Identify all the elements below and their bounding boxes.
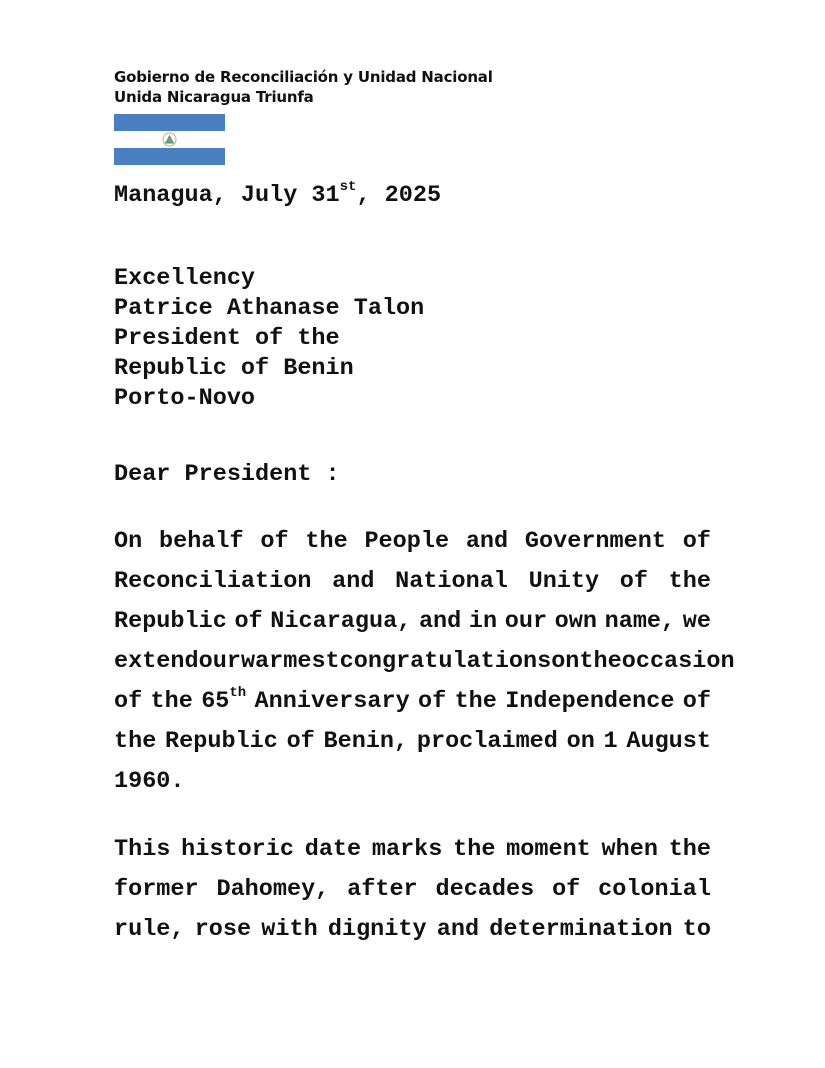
word: after bbox=[347, 876, 418, 903]
recipient-name: Patrice Athanase Talon bbox=[114, 295, 425, 322]
word: and bbox=[418, 608, 462, 635]
word: marks bbox=[371, 836, 443, 863]
word: our bbox=[198, 648, 241, 675]
word: date bbox=[304, 836, 362, 863]
word: the bbox=[668, 568, 711, 595]
paragraph-line bbox=[114, 522, 711, 562]
word: with bbox=[261, 916, 318, 943]
recipient-address bbox=[114, 264, 424, 414]
word: People bbox=[364, 528, 450, 555]
word: the bbox=[150, 688, 193, 715]
word: decades bbox=[435, 876, 535, 903]
word: 65th bbox=[201, 685, 247, 715]
recipient-city: Porto-Novo bbox=[114, 385, 256, 412]
flag-band-top bbox=[114, 114, 225, 131]
word: occasion bbox=[621, 648, 735, 675]
paragraph-line bbox=[114, 562, 711, 602]
recipient-country: Republic of Benin bbox=[114, 355, 354, 382]
word: This bbox=[114, 836, 171, 863]
word: 1960. bbox=[114, 768, 185, 795]
word: Anniversary bbox=[254, 688, 410, 715]
paragraph-line bbox=[114, 642, 735, 682]
word: and bbox=[465, 528, 509, 555]
word: in bbox=[468, 608, 498, 635]
word: the bbox=[453, 836, 496, 863]
word: dignity bbox=[327, 916, 427, 943]
word: On bbox=[114, 528, 143, 555]
word: on bbox=[566, 728, 595, 755]
word: of bbox=[682, 528, 711, 555]
word: and bbox=[332, 568, 375, 595]
paragraph-line bbox=[114, 602, 711, 642]
word: Republic bbox=[114, 608, 227, 635]
letterhead-motto: Unida Nicaragua Triunfa bbox=[114, 88, 314, 106]
word: the bbox=[305, 528, 348, 555]
word: the bbox=[114, 728, 157, 755]
word: Independence bbox=[505, 688, 675, 715]
word: moment bbox=[506, 836, 591, 863]
word: August bbox=[626, 728, 711, 755]
word: of bbox=[286, 728, 315, 755]
date-year: , 2025 bbox=[356, 182, 442, 209]
ordinal-superscript: th bbox=[229, 685, 247, 702]
word: own bbox=[554, 608, 597, 635]
word: extend bbox=[114, 648, 199, 675]
word: the bbox=[454, 688, 497, 715]
word: Government bbox=[524, 528, 666, 555]
coat-of-arms-icon bbox=[162, 132, 177, 147]
word: rose bbox=[194, 916, 252, 943]
word: Unity bbox=[528, 568, 600, 595]
word: determination bbox=[489, 916, 673, 943]
word: proclaimed bbox=[416, 728, 558, 755]
paragraph-line bbox=[114, 910, 711, 950]
word: Benin, bbox=[323, 728, 409, 755]
word: historic bbox=[181, 836, 294, 863]
paragraph-history bbox=[114, 830, 711, 950]
word: congratulations bbox=[339, 648, 552, 675]
paragraph-congratulations bbox=[114, 522, 735, 802]
word: and bbox=[436, 916, 480, 943]
paragraph-line bbox=[114, 830, 711, 870]
word: warmest bbox=[240, 648, 340, 675]
word: rule, bbox=[114, 916, 185, 943]
date-ordinal: st bbox=[339, 179, 357, 196]
word: of bbox=[619, 568, 648, 595]
word: former bbox=[114, 876, 199, 903]
word: on bbox=[551, 648, 580, 675]
flag-band-middle bbox=[114, 131, 225, 148]
word: National bbox=[395, 568, 508, 595]
word: to bbox=[682, 916, 711, 943]
word: name, bbox=[604, 608, 676, 635]
word: 1 bbox=[603, 728, 618, 755]
date-text: Managua, July 31 bbox=[114, 182, 340, 209]
word: Republic bbox=[165, 728, 278, 755]
word: Dahomey, bbox=[216, 876, 330, 903]
paragraph-line bbox=[114, 870, 711, 910]
letterhead bbox=[114, 67, 493, 107]
word: behalf bbox=[158, 528, 244, 555]
paragraph-line bbox=[114, 762, 711, 802]
word: of bbox=[418, 688, 447, 715]
word: colonial bbox=[598, 876, 711, 903]
word: our bbox=[504, 608, 548, 635]
word: of bbox=[234, 608, 263, 635]
nicaragua-flag-icon bbox=[114, 114, 225, 165]
word: Reconciliation bbox=[114, 568, 312, 595]
recipient-title: Excellency bbox=[114, 265, 256, 292]
salutation: Dear President : bbox=[114, 461, 340, 488]
paragraph-line bbox=[114, 722, 711, 762]
word: of bbox=[260, 528, 289, 555]
word: we bbox=[682, 608, 711, 635]
word: the bbox=[579, 648, 622, 675]
word: of bbox=[552, 876, 581, 903]
word: of bbox=[114, 688, 143, 715]
letter-date bbox=[114, 181, 441, 211]
word: of bbox=[682, 688, 711, 715]
recipient-position: President of the bbox=[114, 325, 340, 352]
word: Nicaragua, bbox=[270, 608, 412, 635]
flag-band-bottom bbox=[114, 148, 225, 165]
letterhead-government-name: Gobierno de Reconciliación y Unidad Nacional bbox=[114, 68, 493, 86]
word: when bbox=[601, 836, 658, 863]
paragraph-line bbox=[114, 682, 711, 722]
word: the bbox=[668, 836, 711, 863]
